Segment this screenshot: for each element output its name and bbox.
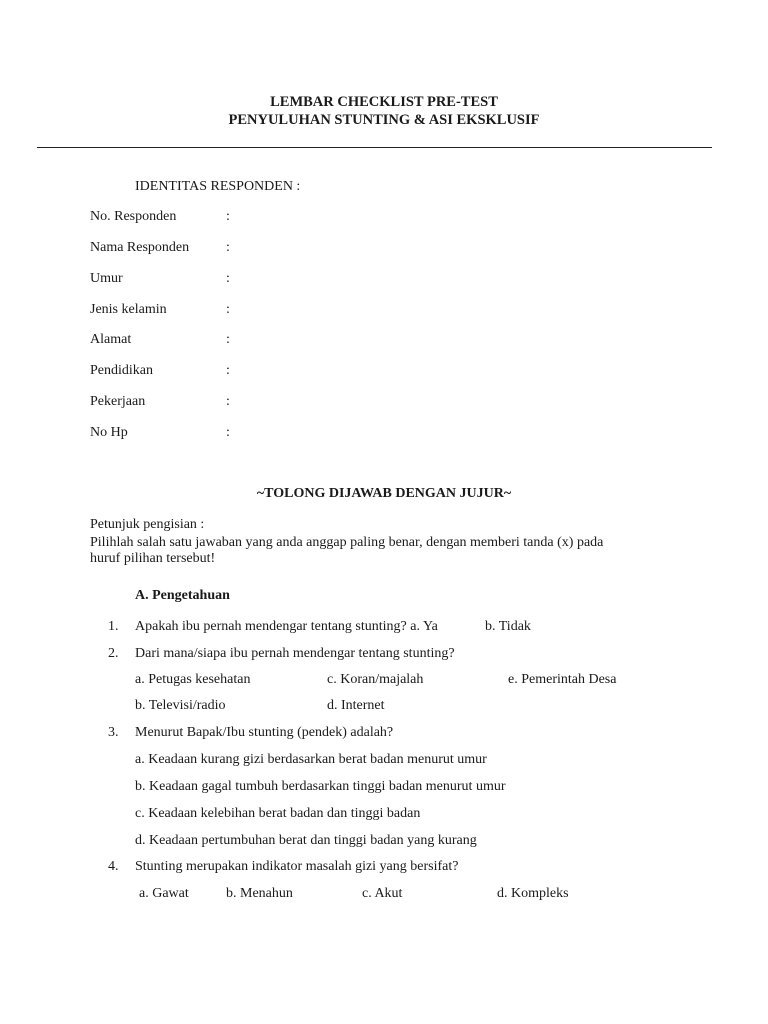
field-label-jenis-kelamin: Jenis kelamin [90,302,167,317]
question-3-option-c: c. Keadaan kelebihan berat badan dan tinggi badan [135,806,421,821]
question-4-option-b: b. Menahun [226,886,293,901]
field-colon: : [226,240,230,255]
field-label-umur: Umur [90,271,123,286]
section-a-heading: A. Pengetahuan [135,588,230,603]
question-4-option-d: d. Kompleks [497,886,569,901]
field-colon: : [226,209,230,224]
question-3-option-a: a. Keadaan kurang gizi berdasarkan berat badan menurut umur [135,752,487,767]
question-2-text: Dari mana/siapa ibu pernah mendengar tentang stunting? [135,646,455,661]
question-number: 4. [108,859,119,874]
question-3-option-d: d. Keadaan pertumbuhan berat dan tinggi badan yang kurang [135,833,477,848]
question-number: 3. [108,725,119,740]
field-label-no-responden: No. Responden [90,209,177,224]
honesty-notice: ~TOLONG DIJAWAB DENGAN JUJUR~ [256,486,512,501]
form-title-line1: LEMBAR CHECKLIST PRE-TEST [270,94,498,110]
question-4-option-a: a. Gawat [139,886,189,901]
field-colon: : [226,394,230,409]
field-label-alamat: Alamat [90,332,132,347]
form-title-line2: PENYULUHAN STUNTING & ASI EKSKLUSIF [228,112,540,128]
field-label-pekerjaan: Pekerjaan [90,394,146,409]
question-1-option-b: b. Tidak [485,619,531,634]
identity-heading: IDENTITAS RESPONDEN : [135,179,301,194]
question-3-option-b: b. Keadaan gagal tumbuh berdasarkan tinggi badan menurut umur [135,779,506,794]
question-2-option-b: b. Televisi/radio [135,698,226,713]
field-colon: : [226,302,230,317]
question-2-option-c: c. Koran/majalah [327,672,424,687]
field-label-no-hp: No Hp [90,425,128,440]
question-number: 1. [108,619,119,634]
field-colon: : [226,332,230,347]
field-colon: : [226,425,230,440]
question-1-text: Apakah ibu pernah mendengar tentang stunting? a. Ya [135,619,438,634]
field-label-nama-responden: Nama Responden [90,240,190,255]
field-colon: : [226,271,230,286]
question-2-option-a: a. Petugas kesehatan [135,672,251,687]
field-label-pendidikan: Pendidikan [90,363,153,378]
question-4-option-c: c. Akut [362,886,403,901]
question-2-option-d: d. Internet [327,698,385,713]
header-divider [37,147,712,148]
instructions-line2: huruf pilihan tersebut! [90,551,216,566]
question-number: 2. [108,646,119,661]
question-2-option-e: e. Pemerintah Desa [508,672,617,687]
instructions-line1: Pilihlah salah satu jawaban yang anda anggap paling benar, dengan memberi tanda (x) pada [90,535,604,550]
instructions-label: Petunjuk pengisian : [90,517,205,532]
field-colon: : [226,363,230,378]
question-4-text: Stunting merupakan indikator masalah gizi yang bersifat? [135,859,459,874]
question-3-text: Menurut Bapak/Ibu stunting (pendek) adalah? [135,725,394,740]
